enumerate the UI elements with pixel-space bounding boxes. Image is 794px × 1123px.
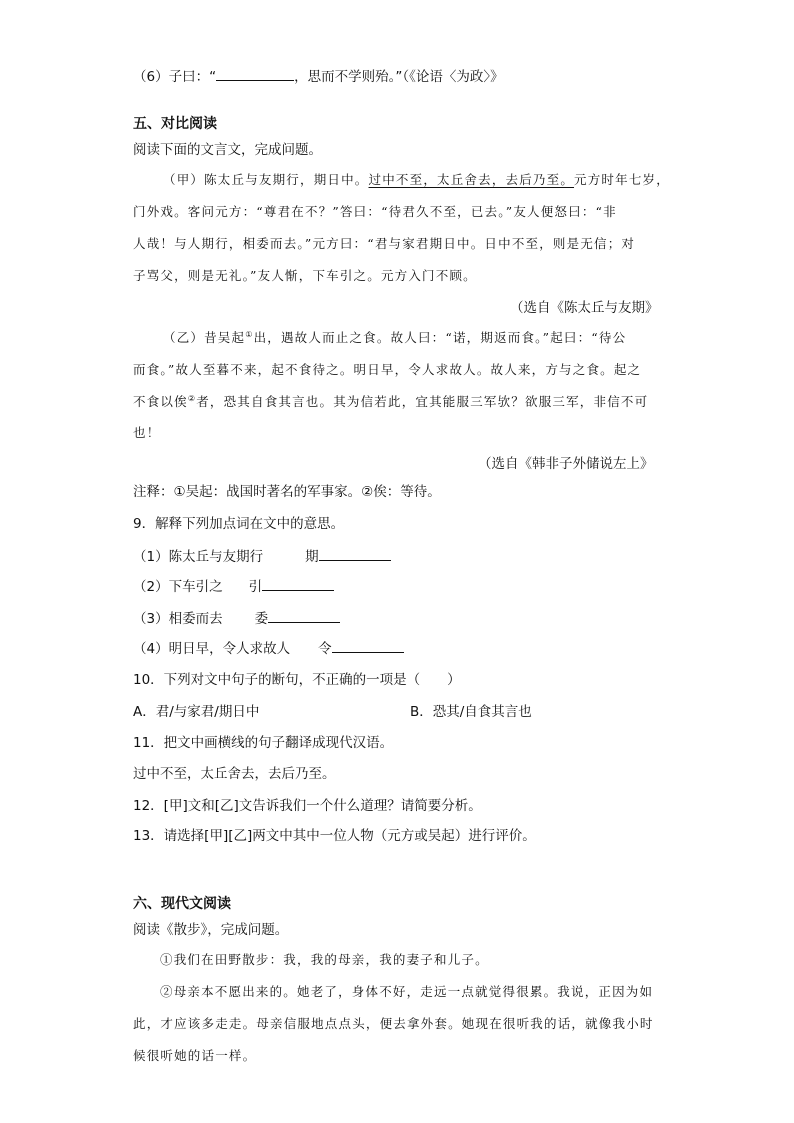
answer-blank[interactable] — [319, 546, 391, 561]
item-word: 令 — [318, 641, 332, 657]
item-sentence: （3）相委而去 — [133, 611, 223, 627]
item-sentence: （4）明日早，令人求故人 — [133, 641, 291, 657]
passage-yi-line-3 — [133, 392, 648, 412]
item-word: 委 — [254, 611, 269, 627]
passage-text: 者，恐其自食其言也。其为信若此，宜其能服三军欤？欲服三军，非信不可 — [196, 394, 649, 409]
item-word: 引 — [248, 579, 263, 595]
source-yi: （选自《韩非子外储说左上》 — [478, 456, 654, 472]
item-sentence: （2）下车引之 — [133, 579, 223, 595]
answer-blank[interactable] — [262, 576, 334, 591]
question-10-stem: 10．下列对文中句子的断句，不正确的一项是（ ） — [133, 672, 461, 688]
question-11-sentence: 过中不至，太丘舍去，去后乃至。 — [133, 766, 336, 782]
passage-text: 不食以俟 — [133, 394, 188, 409]
section-6-title: 六、现代文阅读 — [133, 896, 231, 912]
section-5-title: 五、对比阅读 — [133, 116, 217, 132]
section-6-intro: 阅读《散步》，完成问题。 — [133, 922, 289, 938]
passage-yi-line-4: 也！ — [133, 425, 161, 440]
passage-text: （乙）昔吴起 — [163, 330, 246, 345]
question-12: 12．[甲]文和[乙]文告诉我们一个什么道理？请简要分析。 — [133, 798, 482, 814]
question-10-option-b[interactable]: B．恐其/自食其言也 — [410, 704, 532, 720]
question-10-option-a[interactable]: A．君/与家君/期日中 — [133, 704, 260, 720]
passage-yi-line-1 — [163, 328, 626, 348]
essay-paragraph-2-line-2: 此，才应该多走走。母亲信服地点点头，便去拿外套。她现在很听我的话，就像我小时 — [133, 1016, 654, 1031]
question-9-item-1 — [133, 546, 391, 567]
item-word: 期 — [305, 549, 319, 565]
question-9-item-2 — [133, 576, 334, 597]
question-9-stem: 9．解释下列加点词在文中的意思。 — [133, 516, 345, 532]
question-6 — [133, 66, 504, 87]
essay-paragraph-2-line-3: 候很听她的话一样。 — [133, 1048, 257, 1063]
section-5-intro: 阅读下面的文言文，完成问题。 — [133, 142, 322, 158]
passage-jia-line-1 — [163, 170, 670, 190]
item-sentence: （1）陈太丘与友期行 — [133, 549, 264, 565]
question-9-item-4 — [133, 638, 404, 659]
notes: 注释：①吴起：战国时著名的军事家。②俟：等待。 — [133, 484, 441, 500]
passage-yi-line-2: 而食。”故人至暮不来，起不食待之。明日早，令人求故人。故人来，方与之食。起之 — [133, 362, 642, 377]
passage-jia-line-3: 人哉！与人期行，相委而去。”元方曰：“君与家君期日中。日中不至，则是无信；对 — [133, 236, 636, 251]
answer-blank[interactable] — [332, 638, 404, 653]
q6-prefix: （6）子曰：“ — [133, 69, 217, 85]
question-9-item-3 — [133, 608, 340, 629]
essay-paragraph-2-line-1: ②母亲本不愿出来的。她老了，身体不好，走远一点就觉得很累。我说，正因为如 — [160, 984, 654, 999]
passage-jia-line-2: 门外戏。客问元方：“尊君在不？”答曰：“待君久不至，已去。”友人便怒曰：“非 — [133, 204, 617, 219]
passage-text: 出，遇故人而止之食。故人曰：“诺，期返而食。”起曰：“待公 — [253, 330, 627, 345]
note-marker: ② — [187, 393, 197, 403]
answer-blank[interactable] — [268, 608, 340, 623]
note-marker: ① — [245, 329, 254, 339]
essay-paragraph-1: ①我们在田野散步：我，我的母亲，我的妻子和儿子。 — [160, 952, 489, 967]
passage-jia-line-4: 子骂父，则是无礼。”友人惭，下车引之。元方入门不顾。 — [133, 268, 477, 283]
passage-text: 元方时年七岁， — [574, 172, 670, 187]
question-11-stem: 11．把文中画横线的句子翻译成现代汉语。 — [133, 735, 394, 751]
underlined-sentence: 过中不至，太丘舍去，去后乃至。 — [368, 172, 575, 187]
answer-blank[interactable] — [216, 66, 294, 81]
q6-suffix: ，思而不学则殆。”（《论语〈为政〉》 — [294, 69, 504, 85]
passage-text: （甲）陈太丘与友期行，期日中。 — [163, 172, 369, 187]
question-13: 13．请选择[甲][乙]两文中其中一位人物（元方或吴起）进行评价。 — [133, 828, 536, 844]
source-jia: （选自《陈太丘与友期》 — [510, 300, 659, 316]
